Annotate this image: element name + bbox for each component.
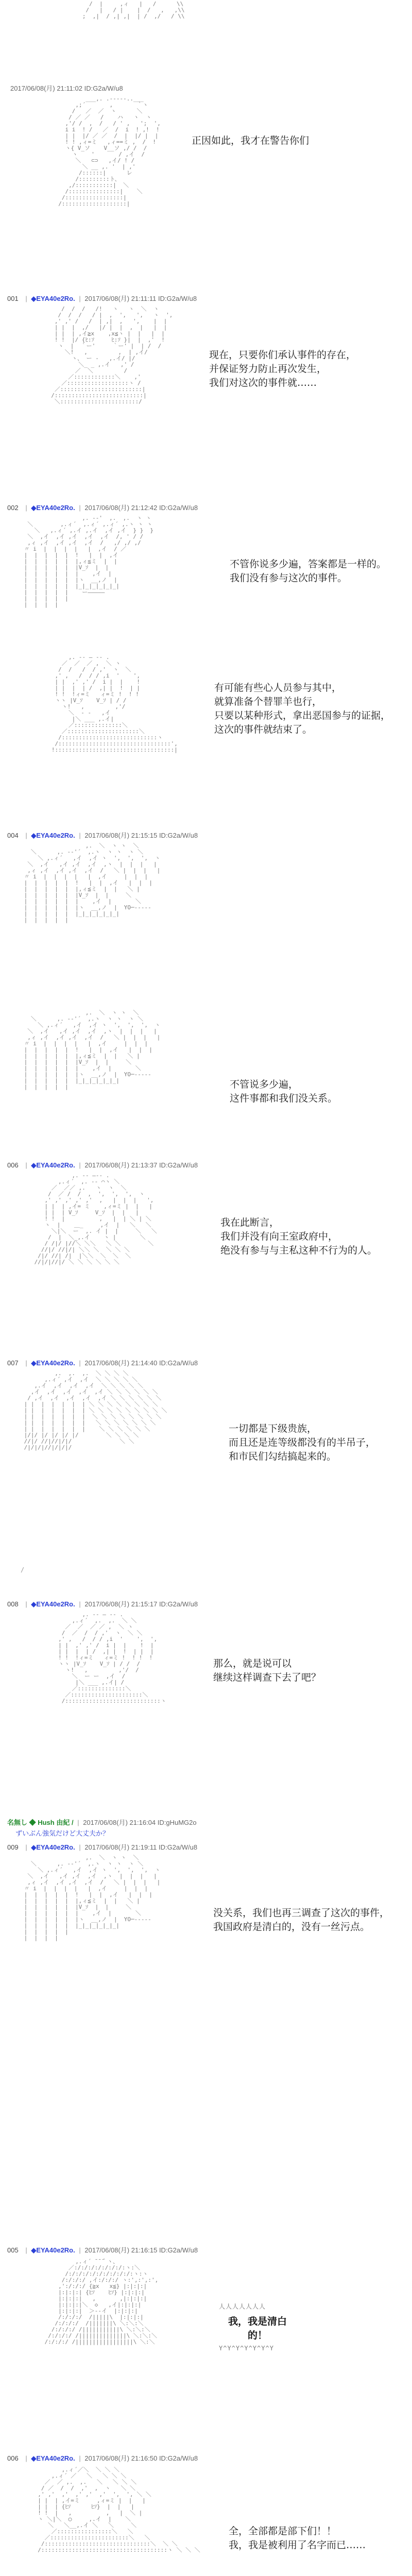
ascii-art-panel-2: / / / /! ヽ ヽ ＼ ヽ / / / / | , ', ', ヽ ', ,' ,' / / | ,| , ', | | | | | ,/ |/ | | , | | | | | | ,イ≧x ,x≦ヽ | | | | ! ! |/ {ﾋ:ｿ ﾋ:ｿ }| | ,' ! ヽ | ｀ー' ｀ー' | | / / ＼! , , | ,イ/ ヽ、 ー ‐ ,.イ/ |/ ＼_ _ ,.イ ,' / ／ ＼ / ／::::::::::::＼ ,' ／::::::::::::::::::ヽ / ／::::::::::::::::::::::::| /::::::::::::::::::::::::::| ＼:::::::::::::::::::::::/ — [51, 306, 173, 405]
dialogue-line: 和市民们勾结搞起来的。 — [229, 1451, 337, 1462]
post-header: 006 | ◆EYA40e2Ro. | 2017/06/08(月) 21:16:50 ID:G2a/W/u8 — [7, 2454, 198, 2462]
dialogue-1 — [209, 348, 356, 390]
post-date: 2017/06/08(月) 21:15:17 ID:G2a/W/u8 — [84, 1600, 198, 1608]
poster-name[interactable]: ◆EYA40e2Ro. — [31, 2454, 75, 2462]
ascii-art-panel-1: ___,. .-----..___ ,;´ , ｀ヽ / ／ ／ ヽ ＼ / ／ ／ / ハ ヽ ヽ ,'/ / , / / ' , '; ', i i ! / ／ / i ! ,! ! | | |/ ／ ／ / | |/ | | ! ! ,ィ=ミ ,ィ==ミ , / ! ヽ{ V_ソ V__ソ ,/ / / ヽ ' / ,イ / ＼ ⊂⊃ ,イ/ ! / ＼ __ ,. ' | ,' /::::::| レ /:::::::::ト、 ,/:::::::::::| ＼ /:::::::::::::::| ＼ /:::::::::::::::::| /:::::::::::::::::::| — [58, 95, 161, 207]
poster-name[interactable]: ◆EYA40e2Ro. — [31, 2246, 75, 2254]
post-date: 2017/06/08(月) 21:16:04 ID:gHuMG2o — [83, 1819, 197, 1826]
dialogue-line: 不管你说多少遍，答案都是一样的。 — [230, 558, 387, 570]
post-header: 006 | ◆EYA40e2Ro. | 2017/06/08(月) 21:13:37 ID:G2a/W/u8 — [7, 1161, 198, 1169]
dialogue-line: 只要以某种形式，拿出恶国参与的证据， — [214, 710, 391, 721]
dialogue-line: 我，我是被利用了名字而已…… — [229, 2539, 366, 2551]
post-number: 006 — [7, 1161, 19, 1169]
poster-name[interactable]: ◆EYA40e2Ro. — [31, 1161, 75, 1169]
dialogue-7 — [229, 1422, 375, 1464]
poster-name[interactable]: ◆EYA40e2Ro. — [31, 832, 75, 839]
post-date: 2017/06/08(月) 21:11:02 ID:G2a/W/u8 — [10, 84, 123, 92]
post-number: 004 — [7, 832, 19, 839]
dialogue-line: 全，全部都是部下们！！ — [229, 2526, 337, 2537]
post-header: 007 | ◆EYA40e2Ro. | 2017/06/08(月) 21:14:40 ID:G2a/W/u8 — [7, 1359, 198, 1367]
dialogue-line: 一切都是下级贵族， — [229, 1423, 317, 1434]
post-header: 名無し ◆ Hush 由紀 / | 2017/06/08(月) 21:16:04 ID:gHuMG2o — [7, 1819, 197, 1826]
ascii-art-panel-3: ,. -‐' ,. ,. ヽ ヽ ＼ ,.ィ´ ,.ィ´ ,.ィ´ ,.ヽ ヽ ヽ ＼ ,.ィ´ ,.イ ,.イ ,イ ,イ } } } ＼ ,イ ,イ ,イ ,イ ,イ /, ' / / ,ィ ,イ ,イ ,イ ,イ / ,/ ,/ ,/ 〃 i | | | | | ,イ / ／ | | | | | ! | | ,イ | | | | | |,ィ≦ミ | | | | | | | |V_ｿ | | | | | | | | ,イ | | | | | | |ヽ __,ノ | | | | | | |_|_|_|_|_|_| | | | | | ー――――― | | | | | | | | | — [24, 515, 154, 608]
post-header: 002 | ◆EYA40e2Ro. | 2017/06/08(月) 21:12:42 ID:G2a/W/u8 — [7, 504, 198, 512]
dialogue-2 — [230, 557, 386, 585]
dialogue-line: 我们对这次的事件就…… — [209, 377, 317, 388]
post-date: 2017/06/08(月) 21:15:15 ID:G2a/W/u8 — [84, 832, 198, 839]
dialogue-line: 这件事都和我们没关系。 — [230, 1093, 338, 1104]
post-date: 2017/06/08(月) 21:16:15 ID:G2a/W/u8 — [84, 2246, 198, 2254]
dialogue-line: 那么，就是说可以 — [213, 1658, 292, 1669]
reply-text: ずいぶん強気だけど大丈夫か？ — [15, 1829, 110, 1837]
dialogue-10 — [213, 1906, 389, 1934]
dialogue-line: 并保证努力防止再次发生， — [209, 363, 327, 375]
dialogue-line: 现在，只要你们承认事件的存在， — [209, 349, 356, 361]
poster-name[interactable]: 名無し ◆ Hush 由紀 / — [7, 1819, 74, 1826]
shout-edge-bottom: Y^Y^Y^Y^Y^Y^Y — [219, 2345, 274, 2352]
post-date: 2017/06/08(月) 21:12:42 ID:G2a/W/u8 — [84, 504, 198, 512]
ascii-art-panel-4: ,. -‐ ― ‐- . ／ ／ ／ , ＼ ヽ / / / / ,' ヽ ＼ ,' , / / / ,i ' ', | | ,' ,' / i | | ! | | | | / ,| | ! | | ! ! !ィ=ミ ィ=ミ ! ! ! ヽヽ |V_ｿ V_ｿ | / / ヽ! , ,'/ ＼ ‐ ‐ ,イ |＼ ___ ,.イ| ／::::::::::::::＼ ／:::::::::::::::::::::＼ /::::::::::::::::::::::::::::ヽ /:::::::::::::::::::::::::::::::::', !:::::::::::::::::::::::::::::::::::| — [51, 654, 178, 753]
post-header: 001 | ◆EYA40e2Ro. | 2017/06/08(月) 21:11:11 ID:G2a/W/u8 — [7, 295, 197, 302]
post-date: 2017/06/08(月) 21:16:50 ID:G2a/W/u8 — [84, 2454, 198, 2462]
dialogue-line: 继续这样调查下去了吧？ — [213, 1672, 321, 1683]
dialogue-line: 正因如此，我才在警告你们 — [192, 135, 310, 146]
post-number: 001 — [7, 295, 19, 302]
post-header — [7, 84, 123, 93]
post-header: 004 | ◆EYA40e2Ro. | 2017/06/08(月) 21:15:15 ID:G2a/W/u8 — [7, 832, 198, 839]
poster-name[interactable]: ◆EYA40e2Ro. — [31, 1843, 75, 1851]
post-number: 005 — [7, 2246, 19, 2254]
ascii-art-panel-9: ,. -‐ ― ‐- . ,.ィ´ ,. ,. ＼ ＼ ／ ／ ／ ／ , ＼ ヽ / ／ / / ,' ヽ ＼ ＼ ,' , / / / ,i ' ', ', | | ,' ,' / i | | ! | | | | | / ,| | ! | | | ! ! !ィ=ミ ィ=ミ ! ! ! ! ヽヽ |V_ｿ V_ｿ | / / / ヽ! , ,'/ / ＼ ー ー ,イ / |＼ ___ ,.イ| / ／::::::::::::::＼ ／:::::::::::::::::::::＼ /::::::::::::::::::::::::::::ヽ — [58, 1611, 166, 1704]
poster-name[interactable]: ◆EYA40e2Ro. — [31, 1359, 75, 1367]
dialogue-6 — [220, 1216, 377, 1258]
dialogue-line: 而且还是连等级都没有的半吊子， — [229, 1437, 376, 1448]
poster-name[interactable]: ◆EYA40e2Ro. — [31, 1600, 75, 1608]
dialogue-line: 没关系，我们也再三调查了这次的事件， — [213, 1907, 390, 1919]
ascii-art-panel-12: ,.ィ´／＼ ＼ ＼ ＼ ,.ィ´ ／ ＼ ＼ ＼ ＼ ／ ／ ,. ,. ＼ ＼ ＼ ＼ / ／ / / ,' , ヽ ＼ ＼ ,' ,' ,' ,' ,' ,' ', ', ＼ ＼ | | | ,イ=ミ ,ィ=ミ | | | | | | {ﾋｿ ﾋｿ} | | | ! ! | , , | ＼ | ヽ ＼|＼ ◯ ,.イ | ＼ ＼ ＼__,.イ ＼ ＼ ＼ ／::::::::::::::::＼ ＼ ／:::::::::::::::::::::::＼ ＼ /:::::::::::::::::::::::::::::::＼ ＼ ＼ /:::::::::::::::::::::::::::::::::::::ヽ ＼ ＼ ＼ — [38, 2466, 200, 2553]
dialogue-0 — [192, 134, 309, 148]
ascii-art-panel-8: ,. ,. ,. ＼ ＼ ＼ ＼ ,.ィ´ ,イ ,イ ＼ ＼ ＼ ＼ ＼ ,.イ ,イ ,イ ,イ ＼ ＼ ＼ ＼ ＼ ,イ ,イ ,イ ,イ ,イ ＼ ＼ ＼ ＼ ＼ ＼ / ,イ ,イ ,イ ,イ ,イ ＼ ＼ ＼ ＼ ＼ ＼ | | | | | | | ＼ ＼ ＼ ＼ ＼ ＼ ＼ ＼ | | | | | | | ＼ ＼ ＼ ＼ ＼ ＼ ＼ ＼ ＼ | | | | | | | ＼ ＼ ＼ ＼ ＼ ＼ ＼ ＼ | | | | | | | ＼ ＼ ＼ ＼ ＼ ＼ ＼ | | | | | | | ＼ ＼ ＼ ＼ ＼ ＼ |/|/ |/ |/ |/ |/ ＼ ＼ ＼ ＼ //|/ //|//|/|/ ＼ ＼ /|/|/|//|/|/|/ — [24, 1370, 167, 1451]
dialogue-line: 就算准备个替罪羊也行， — [214, 696, 322, 707]
dialogue-line: 我们并没有向王室政府中， — [220, 1231, 338, 1242]
ascii-art-panel-7: ,. -‐ ―‐- . ,.ィ´ ,. -‐ ⌒ヽ ＼ ／ ／／ ,. ヽ ヽ ＼ / ／ / / , ', ', ', ヽ ,' ,' ,' ,' ,' , | | | ', | | | ,イ= ミ ,ィ=ミ | | | | | | V_ｿ V_ｿ | | | ! ! | , | | ＼ | ＼ ヽ | ＿_ ,イ | ＼ ＼ ＼|＼ ー ,. イ | | ＼ ＼ / | ＼_,.イ ヽ | ＼ / /|/ |//＼ ＼＼ ＼ ＼ ＼ //|/ //|/| ＼＼ ＼ ＼ ＼ ＼ /|/ //| /| |＼＼ ＼ ＼ ＼ //|/|//|/ ＼ ＼ ＼ ＼ ＼ ＼ — [34, 1172, 157, 1265]
post-header: 008 | ◆EYA40e2Ro. | 2017/06/08(月) 21:15:17 ID:G2a/W/u8 — [7, 1600, 198, 1608]
ascii-art-panel-11: ,.ィ´ ̄ ̄ ̄｀ヽ、 ／:/:/:/:/:/:/:/:ヽ:＼ /:/:/:/:/:/:/:/:/:/:ヽ:ヽ /:/:/:/ ,イ:/:/:/ ヽ:',:',:', ,':/:/:/ {≧x x≦} |:|:|:| |:|:|:| {ﾋｿ ﾋｿ} |:|:|:| |:|:|:| , ,|:|:|:| |:|:|:|＼ ◇ ,イ|:|:|:| |:|:|:| ＞-‐イ |:|:|:| /:/:/:/ /|||||\ |:|:|:| /:/:/:/ /|||||||\ ＼:＼:＼ /:/:/:/ /|||||||||||\ ＼:＼:＼ /:/:/:/ /||||||||||||||\ ＼:＼:＼ /:/:/:/ /|||||||||||||||||\ ＼:＼ — [44, 2258, 159, 2345]
poster-name[interactable]: ◆EYA40e2Ro. — [31, 295, 75, 302]
dialogue-line: 有可能有些心人员参与其中， — [214, 682, 342, 693]
dialogue-line: 绝没有参与与主私这种不行为的人。 — [220, 1245, 377, 1256]
dialogue-line: 我们没有参与这次的事件。 — [230, 572, 348, 584]
post-number: 006 — [7, 2454, 19, 2462]
post-date: 2017/06/08(月) 21:11:11 ID:G2a/W/u8 — [84, 295, 197, 302]
dialogue-3 — [214, 681, 390, 737]
post-header: 005 | ◆EYA40e2Ro. | 2017/06/08(月) 21:16:15 ID:G2a/W/u8 — [7, 2246, 198, 2254]
ascii-art-panel-6: ,. ＼ ヽ ヽ ＼ ＼ ,. -‐'´ ,.ヽ ヽ ヽ ヽ ＼ ＼ ,.ィ´ ,イ ,イ ヽ ', ', ', ヽ ＼ ,イ ,イ ,イ ,イ ,ヽ | | | | ,ィ ,イ ,イ ,イ ,イ / ＼ | | | | 〃 i | | | | | ,イ | | | | | | | | ! | | ,イ | | | | | | | | |,ィ≦ミ | | ＼ | | | | | | |V_ｿ | | ＼ | | | | | | ,イ | ＼ | | | | | |ヽ __,ノ | YO─----- | | | | | |_|_|_|_|_|_| | | | | | — [24, 1009, 161, 1090]
ascii-art-top: / | ,ィ | / \\ / | / | | / , ,\\ ; ,| / ,| ,| | / ,/ / \\ — [82, 1, 185, 20]
poster-name[interactable]: ◆EYA40e2Ro. — [31, 504, 75, 512]
shout-text: 我，我是清白的！ — [228, 2316, 287, 2341]
shout-bubble — [219, 2302, 296, 2352]
post-number: 009 — [7, 1843, 19, 1851]
ascii-art-panel-10: ,. ＼ ヽ ヽ ＼ ＼ ,. -‐'´ ,.ヽ ヽ ヽ ヽ ＼ ＼ ,.ィ´ ,イ ,イ ヽ ', ', ', ヽ ＼ ,イ ,イ ,イ ,イ ,ヽ | | | | ,ィ ,イ ,イ ,イ ,イ / ＼ | | | | 〃 i | | | | | ,イ | | | | | | | | ! | | ,イ | | | | | | | | |,ィ≦ミ | | ＼ | | | | | | |V_ｿ | | ＼ | | | | | | ,イ | ＼ | | | | | |ヽ __,ノ | YO─----- | | | | | |_|_|_|_|_|_| | | | | | | | | | — [24, 1854, 161, 1941]
stray-mark: / — [21, 1566, 25, 1573]
post-number: 007 — [7, 1359, 19, 1367]
post-date: 2017/06/08(月) 21:13:37 ID:G2a/W/u8 — [84, 1161, 198, 1169]
dialogue-5 — [230, 1078, 337, 1106]
dialogue-line: 这次的事件就结束了。 — [214, 724, 313, 735]
dialogue-line: 我在此断言， — [220, 1217, 280, 1228]
shout-edge-top: 人人人人人人人 — [219, 2303, 266, 2310]
post-date: 2017/06/08(月) 21:14:40 ID:G2a/W/u8 — [84, 1359, 198, 1367]
post-header: 009 | ◆EYA40e2Ro. | 2017/06/08(月) 21:19:11 ID:G2a/W/u8 — [7, 1843, 198, 1851]
post-date: 2017/06/08(月) 21:19:11 ID:G2a/W/u8 — [84, 1843, 198, 1851]
dialogue-line: 我国政府是清白的，没有一丝污点。 — [213, 1921, 370, 1933]
post-number: 002 — [7, 504, 19, 512]
dialogue-8 — [213, 1657, 321, 1685]
post-number: 008 — [7, 1600, 19, 1608]
dialogue-line: 不管说多少遍， — [230, 1079, 299, 1090]
dialogue-12 — [229, 2524, 366, 2552]
ascii-art-panel-5: ,. ＼ ヽ ヽ ＼ ＼ ,. -‐'´ ,.ヽ ヽ ヽ ヽ ＼ ＼ ,.ィ´ ,イ ,イ ヽ ', ', ', ヽ ＼ ,イ ,イ ,イ ,イ ,ヽ | | | | ,ィ ,イ ,イ ,イ ,イ / ＼ | | | | 〃 i | | | | | ,イ | | | | | | | | ! | | ,イ | | | | | | | | |,ィ≦ミ | | ＼ | | | | | | |V_ｿ | | ＼ | | | | | | ,イ | ＼ | | | | | |ヽ __,ノ | YO─----- | | | | | |_|_|_|_|_|_| | | | | | — [24, 842, 161, 923]
